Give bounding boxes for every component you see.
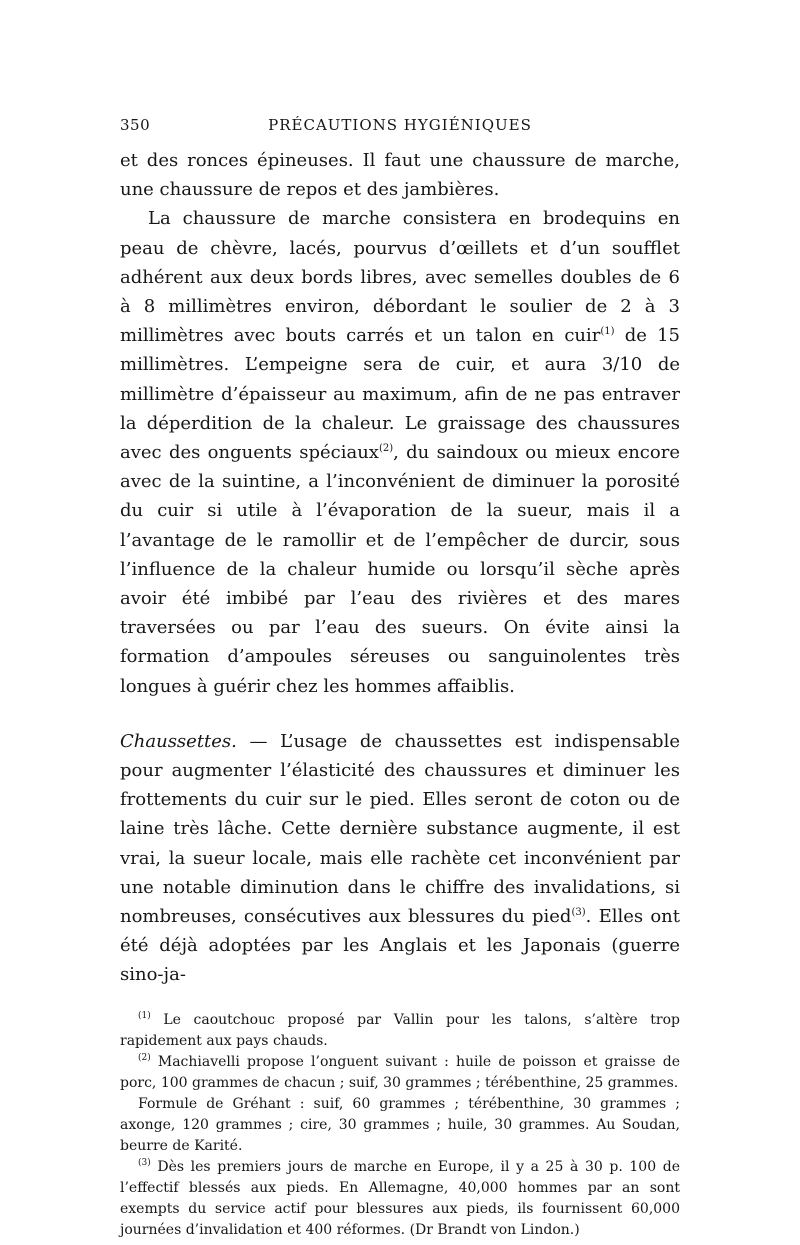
footnote-marker: (3) bbox=[138, 1157, 151, 1168]
footnote-marker: (2) bbox=[138, 1052, 151, 1063]
footnote-reference: (1) bbox=[600, 326, 615, 338]
footnote bbox=[120, 1052, 680, 1094]
footnote-text: Formule de Gréhant : suif, 60 grammes ; térébenthine, 30 grammes ; axonge, 120 grammes ; cire, 30 grammes ; huile, 30 grammes. Au Soudan, beurre de Karité. bbox=[120, 1095, 680, 1154]
footnote-reference: (3) bbox=[571, 907, 586, 919]
paragraph-socks bbox=[120, 727, 680, 990]
footnote-text: Machiavelli propose l’onguent suivant : huile de poisson et graisse de porc, 100 grammes de chacun ; suif, 30 grammes ; térébenthine, 25 grammes. bbox=[120, 1053, 680, 1091]
book-page bbox=[120, 116, 680, 1241]
paragraph-text: , du saindoux ou mieux encore avec de la suintine, a l’inconvénient de diminuer la porosité du cuir si utile à l’évaporation de la sueur, mais il a l’avantage de le ramollir et de l’empêcher de durcir, sous l’influence de la chaleur humide ou lorsqu’il sèche après avoir été imbibé par l’eau des rivières et des mares traversées ou par l’eau des sueurs. On évite ainsi la formation d’ampoules séreuses ou sanguinolentes très longues à guérir chez les hommes affaiblis. bbox=[120, 442, 680, 697]
footnote bbox=[120, 1157, 680, 1241]
paragraph-continuation: et des ronces épineuses. Il faut une chaussure de marche, une chaussure de repos et des jambières. bbox=[120, 150, 680, 201]
paragraph-walking-shoe bbox=[120, 204, 680, 700]
paragraph-text: . Elles ont été déjà adoptées par les Anglais et les Japonais (guerre sino-ja- bbox=[120, 906, 680, 986]
footnote-reference: (2) bbox=[378, 443, 394, 455]
page-number: 350 bbox=[120, 116, 151, 134]
running-title: PRÉCAUTIONS HYGIÉNIQUES bbox=[268, 116, 532, 134]
footnote-continuation bbox=[120, 1094, 680, 1157]
footnote bbox=[120, 1010, 680, 1052]
footnote-text: Dès les premiers jours de marche en Europe, il y a 25 à 30 p. 100 de l’effectif blessés aux pieds. En Allemagne, 40,000 hommes par an sont exempts du service actif pour blessures aux pieds, ils fournissent 60,000 journées d’invalidation et 400 réformes. (Dr Brandt von Lindon.) bbox=[120, 1158, 680, 1238]
paragraph-text: de 15 millimètres. L’empeigne sera de cuir, et aura 3/10 de millimètre d’épaisseur au maximum, afin de ne pas entraver la déperdition de la chaleur. Le graissage des chaussures avec des onguents spéciaux bbox=[120, 325, 680, 464]
running-head bbox=[120, 116, 680, 146]
footnote-text: Le caoutchouc proposé par Vallin pour les talons, s’altère trop rapidement aux pays chauds. bbox=[120, 1011, 680, 1049]
footnote-marker: (1) bbox=[138, 1010, 151, 1021]
paragraph-text: La chaussure de marche consistera en brodequins en peau de chèvre, lacés, pourvus d’œillets et d’un soufflet adhérent aux deux bords libres, avec semelles doubles de 6 à 8 millimètres environ, débordant le soulier de 2 à 3 millimètres avec bouts carrés et un talon en cuir bbox=[120, 208, 680, 347]
body-text bbox=[120, 146, 680, 990]
section-title: Chaussettes. bbox=[120, 730, 237, 752]
footnotes bbox=[120, 1010, 680, 1241]
paragraph-text: — L’usage de chaussettes est indispensable pour augmenter l’élasticité des chaussures et diminuer les frottements du cuir sur le pied. Elles seront de coton ou de laine très lâche. Cette dernière substance augmente, il est vrai, la sueur locale, mais elle rachète cet inconvénient par une notable diminution dans le chiffre des invalidations, si nombreuses, consécutives aux blessures du pied bbox=[120, 730, 680, 928]
